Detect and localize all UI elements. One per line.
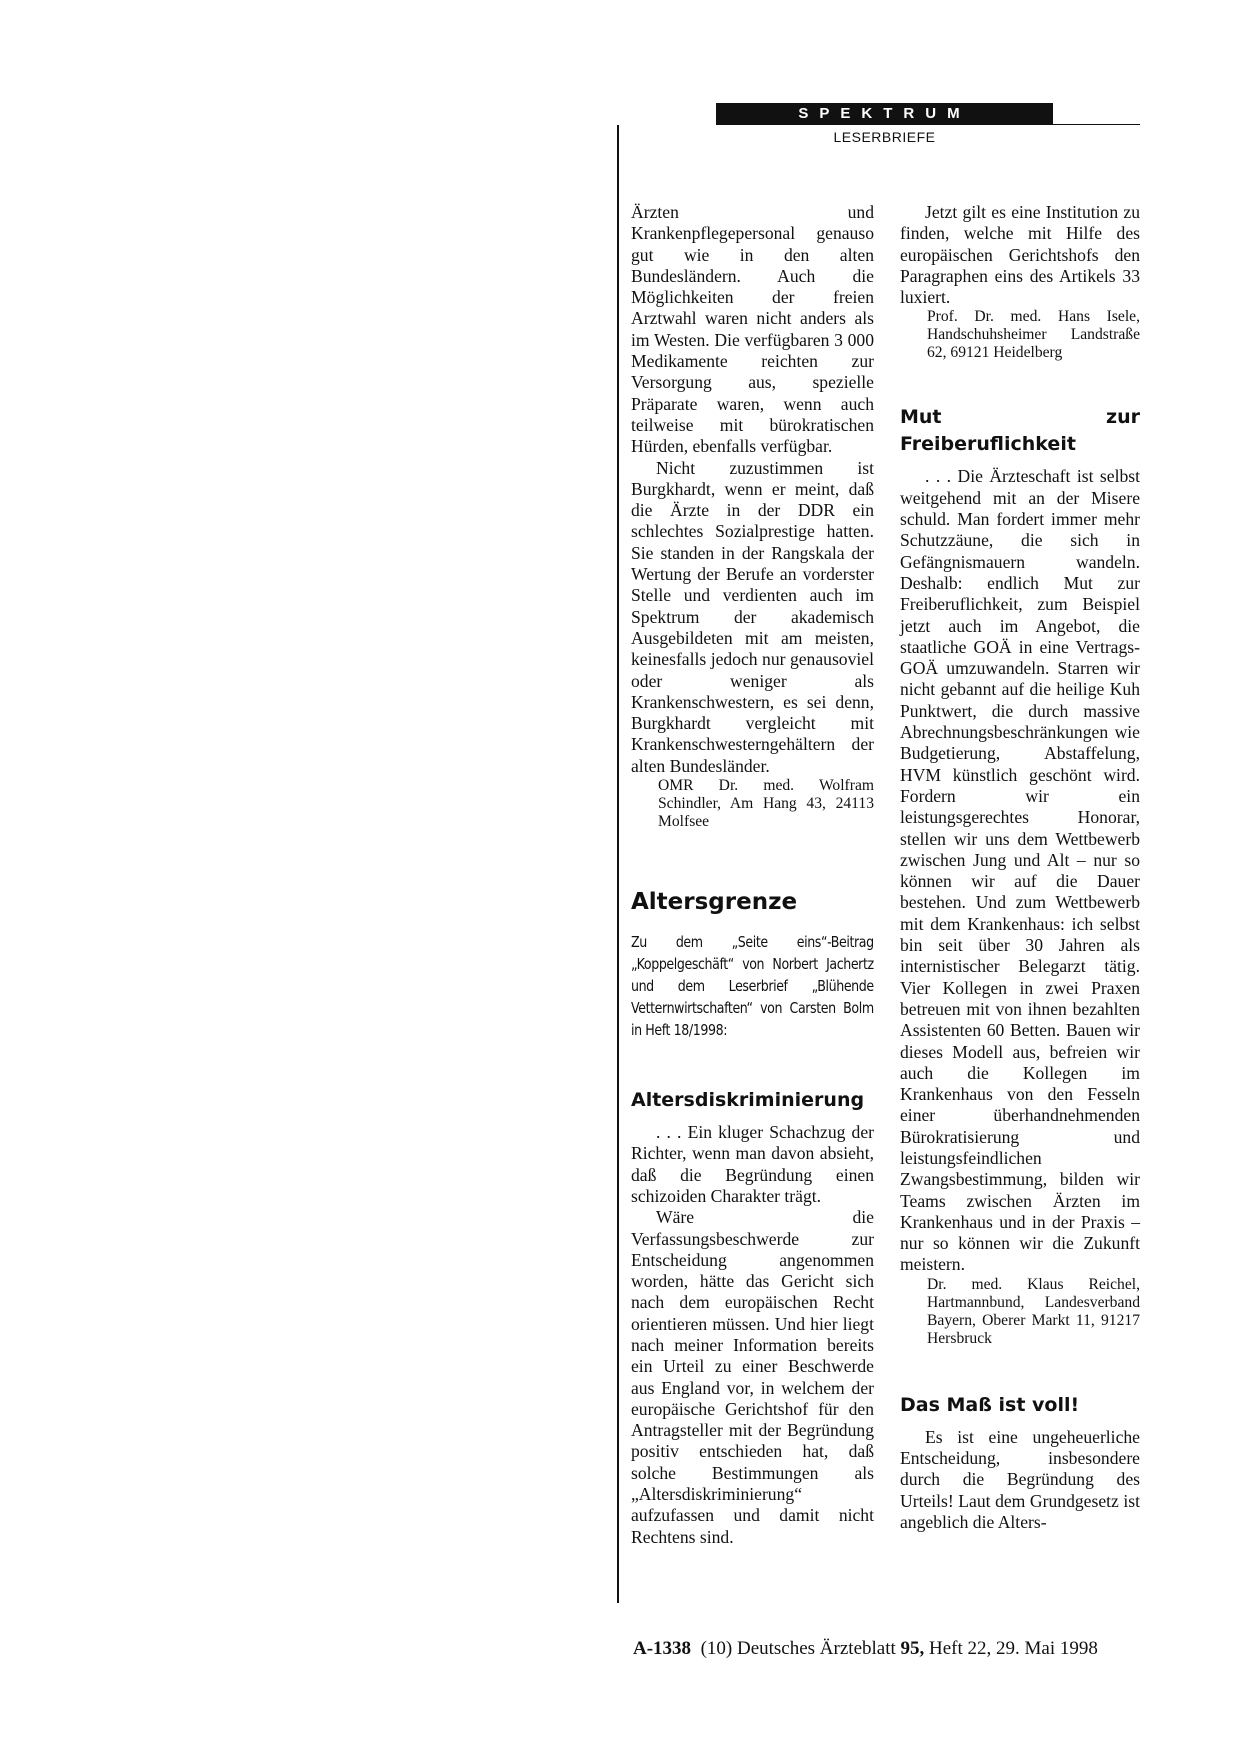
letter-heading: Altersdiskriminierung [631,1089,865,1112]
letter-heading: Mut zur Freiberuflichkeit [900,406,1140,456]
header-rule [716,124,1140,125]
letter-paragraph: Ärzten und Krankenpflegepersonal genauso gut wie in den alten Bundesländern. Auch die Möglichkeiten der freien Arztwahl waren nicht anders als im Westen. Die verfügbaren 3 000 Medikamente reichten zur Versorgung aus, spezielle Präparate waren, wenn auch teilweise mit bürokratischen Hürden, ebenfalls verfügbar. [631,202,874,457]
letter-signature: Dr. med. Klaus Reichel, Hartmannbund, Landesverband Bayern, Oberer Markt 11, 91217 Hersbruck [927,1275,1140,1347]
issue-date: Heft 22, 29. Mai 1998 [929,1638,1098,1659]
letter-paragraph: Nicht zuzustimmen ist Burgkhardt, wenn er meint, daß die Ärzte in der DDR ein schlechtes Sozialprestige hatten. Sie standen in der Rangskala der Wertung der Berufe an vorderster Stelle und verdienten auch im Spektrum der akademisch Ausgebildeten mit am meisten, keinesfalls jedoch nur genausoviel oder weniger als Krankenschwestern, es sei denn, Burgkhardt vergleicht mit Krankenschwesterngehältern der alten Bundesländer. [631,457,874,776]
letter-signature: Prof. Dr. med. Hans Isele, Handschuhsheimer Landstraße 62, 69121 Heidelberg [927,308,1140,362]
section-banner [716,103,1053,124]
volume-number: 95, [900,1638,925,1659]
letter-paragraph: Wäre die Verfassungsbeschwerde zur Entscheidung angenommen worden, hätte das Gericht sich nach dem europäischen Recht orientieren müssen. Und hier liegt nach meiner Information bereits ein Urteil zu einer Beschwerde aus England vor, in welchem der europäische Gerichtshof für den Antragsteller mit der Begründung positiv entschieden hat, daß solche Bestimmungen als „Altersdiskriminierung“ aufzufassen und damit nicht Rechtens sind. [631,1207,874,1547]
column-rule [617,125,619,1603]
letter-signature: OMR Dr. med. Wolfram Schindler, Am Hang 43, 24113 Molfsee [658,777,874,831]
letter-paragraph: Jetzt gilt es eine Institution zu finden, welche mit Hilfe des europäischen Gerichtshofs den Paragraphen eins des Artikels 33 luxiert. [900,202,1140,308]
topic-intro: Zu dem „Seite eins“-Beitrag „Koppelgeschäft“ von Norbert Jachertz und dem Leserbrief „Blühende Vetternwirtschaften“ von Carsten Bolm in Heft 18/1998: [631,933,874,1040]
page-footer [633,1638,1098,1660]
subsection-label: LESERBRIEFE [833,129,936,145]
section-label: SPEKTRUM [798,105,971,122]
letter-paragraph: Es ist eine ungeheuerliche Entscheidung, insbesondere durch die Begründung des Urteils! Laut dem Grundgesetz ist angeblich die Alters- [900,1426,1140,1532]
letter-heading: Das Maß ist voll! [900,1393,1080,1416]
journal-reference: (10) Deutsches Ärzteblatt [700,1638,896,1659]
page-number: A-1338 [633,1638,692,1659]
right-column [900,202,1140,1533]
left-column [631,202,874,1548]
letter-paragraph: . . . Die Ärzteschaft ist selbst weitgehend mit an der Misere schuld. Man fordert immer mehr Schutzzäune, die sich in Gefängnismauern wandeln. Deshalb: endlich Mut zur Freiberuflichkeit, zum Beispiel jetzt auch im Angebot, die staatliche GOÄ in eine Vertrags-GOÄ umzuwandeln. Starren wir nicht gebannt auf die heilige Kuh Punktwert, die durch massive Abrechnungsbeschränkungen wie Budgetierung, Abstaffelung, HVM künstlich geschönt wird. Fordern wir ein leistungsgerechtes Honorar, stellen wir uns dem Wettbewerb zwischen Jung und Alt – nur so können wir auf die Dauer bestehen. Und zum Wettbewerb mit dem Krankenhaus: ich selbst bin seit über 30 Jahren als internistischer Belegarzt tätig. Vier Kollegen in zwei Praxen betreuen mit von ihnen bezahlten Assistenten 60 Betten. Bauen wir dieses Modell aus, befreien wir auch die Kollegen im Krankenhaus von den Fesseln einer überhandnehmenden Bürokratisierung und leistungsfeindlichen Zwangsbestimmung, bilden wir Teams zwischen Ärzten im Krankenhaus und in der Praxis – nur so können wir die Zukunft meistern. [900,466,1140,1275]
letter-paragraph: . . . Ein kluger Schachzug der Richter, wenn man davon absieht, daß die Begründung einen schizoiden Charakter trägt. [631,1122,874,1206]
topic-heading: Altersgrenze [631,889,798,916]
